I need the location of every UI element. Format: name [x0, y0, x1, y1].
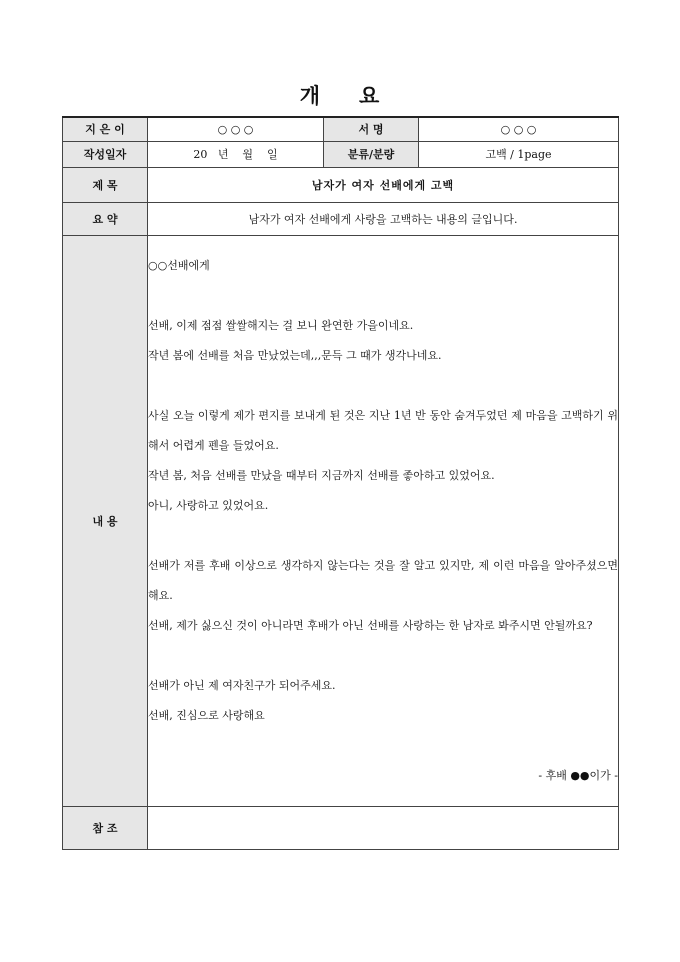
author-value: ○ ○ ○ [148, 117, 324, 141]
content-line: 아니, 사랑하고 있었어요. [148, 498, 269, 512]
title-right: 요 [359, 83, 381, 108]
reference-label: 참 조 [63, 806, 148, 849]
content-body [148, 235, 619, 806]
content-label: 내 용 [63, 235, 148, 806]
content-line: 선배, 제가 싫으신 것이 아니라면 후배가 아닌 선배를 사랑하는 한 남자로 봐주시면 안될까요? [148, 618, 593, 632]
book-title-value: ○ ○ ○ [419, 117, 619, 141]
subject-value: 남자가 여자 선배에게 고백 [148, 167, 619, 202]
author-label: 지 은 이 [63, 117, 148, 141]
salutation: ○○선배에게 [148, 258, 210, 272]
category-label: 분류/분량 [324, 141, 419, 167]
content-line: 선배, 진심으로 사랑해요 [148, 708, 265, 722]
content-line: 사실 오늘 이렇게 제가 편지를 보내게 된 것은 지난 1년 반 동안 숨겨두었던 제 마음을 고백하기 위해서 어렵게 펜을 들었어요. [148, 408, 618, 452]
content-line: 선배가 아닌 제 여자친구가 되어주세요. [148, 678, 336, 692]
category-value: 고백 / 1page [419, 141, 619, 167]
title-left: 개 [299, 83, 321, 108]
date-value: 20 년 월 일 [148, 141, 324, 167]
document-title [0, 80, 680, 110]
summary-label: 요 약 [63, 202, 148, 235]
book-title-label: 서 명 [324, 117, 419, 141]
summary-value: 남자가 여자 선배에게 사랑을 고백하는 내용의 글입니다. [148, 202, 619, 235]
content-line: 작년 봄에 선배를 처음 만났었는데,,,문득 그 때가 생각나네요. [148, 348, 442, 362]
content-line: 작년 봄, 처음 선배를 만났을 때부터 지금까지 선배를 좋아하고 있었어요. [148, 468, 495, 482]
date-label: 작성일자 [63, 141, 148, 167]
signature: - 후배 ●●이가 - [538, 768, 618, 782]
content-line: 선배가 저를 후배 이상으로 생각하지 않는다는 것을 잘 알고 있지만, 제 이런 마음을 알아주셨으면 해요. [148, 558, 618, 602]
content-line: 선배, 이제 점점 쌀쌀해지는 걸 보니 완연한 가을이네요. [148, 318, 414, 332]
subject-label: 제 목 [63, 167, 148, 202]
reference-value [148, 806, 619, 849]
overview-form [62, 116, 619, 850]
